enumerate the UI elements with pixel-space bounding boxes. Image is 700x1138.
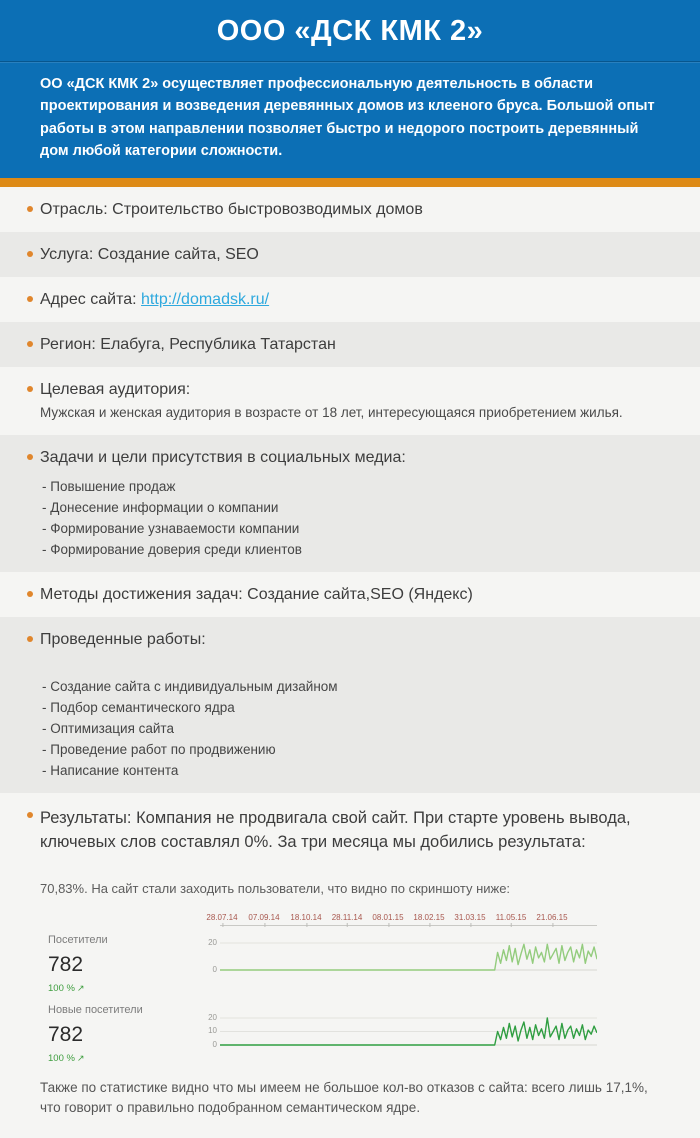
metric-label: Новые посетители (48, 1003, 143, 1016)
axis-tick-label: 18.10.14 (290, 912, 322, 922)
metric-value: 782 (48, 1022, 84, 1046)
section-industry (0, 187, 700, 232)
section-works (0, 617, 700, 793)
y-tick-label: 20 (208, 937, 217, 947)
analytics-screenshot (40, 913, 660, 1064)
bullet-icon (27, 591, 33, 597)
page-header (0, 0, 700, 178)
y-tick-label: 0 (212, 964, 217, 974)
bullet-icon (27, 251, 33, 257)
goals-title: Задачи и цели присутствия в социальных медиа: (40, 448, 406, 466)
bullet-icon (27, 206, 33, 212)
list-item: - Формирование узнаваемости компании (42, 520, 300, 536)
goals-list (40, 476, 660, 560)
list-item: - Проведение работ по продвижению (42, 741, 276, 757)
section-site-address (0, 277, 700, 322)
list-item: - Оптимизация сайта (42, 720, 174, 736)
industry-text: Отрасль: Строительство быстровозводимых домов (40, 200, 423, 218)
results-note: 70,83%. На сайт стали заходить пользователи, что видно по скриншоту ниже: (40, 880, 511, 896)
y-tick-label: 10 (208, 1025, 217, 1035)
visitors-metric-info (40, 934, 220, 994)
site-address-label: Адрес сайта: (40, 290, 142, 308)
visitors-chart (208, 934, 597, 976)
list-item: - Подбор семантического ядра (42, 699, 235, 715)
service-text: Услуга: Создание сайта, SEO (40, 245, 259, 263)
axis-tick-label: 21.06.15 (536, 912, 568, 922)
new-visitors-chart-svg (220, 1004, 597, 1051)
methods-text: Методы достижения задач: Создание сайта,SEO (Яндекс) (40, 585, 473, 603)
bullet-icon (27, 454, 33, 460)
audience-title: Целевая аудитория: (40, 380, 191, 398)
audience-text: Мужская и женская аудитория в возрасте от 18 лет, интересующаяся приобретением жилья. (40, 404, 623, 420)
new-visitors-metric-info (40, 1004, 220, 1064)
list-item: - Формирование доверия среди клиентов (42, 541, 302, 557)
header-description: ОО «ДСК КМК 2» осуществляет профессиональную деятельность в области проектирования и возведения деревянных домов из клееного бруса. Большой опыт работы в этом направлении позволяет быстро и недорого построить деревянный дом любой категории сложности. (40, 76, 655, 160)
y-tick-label: 0 (212, 1039, 217, 1049)
works-list (40, 676, 660, 781)
metric-change: 100 % ↗ (48, 1052, 85, 1064)
bullet-icon (27, 386, 33, 392)
metric-change: 100 % ↗ (48, 982, 85, 994)
bullet-icon (27, 812, 33, 818)
section-audience (0, 367, 700, 435)
trend-up-icon: ↗ (76, 982, 85, 993)
chart-date-axis (206, 912, 597, 926)
list-item: - Донесение информации о компании (42, 499, 279, 515)
metric-value: 782 (48, 952, 84, 976)
visitors-line-series (220, 944, 597, 970)
section-service (0, 232, 700, 277)
region-text: Регион: Елабуга, Республика Татарстан (40, 335, 336, 353)
axis-tick-label: 07.09.14 (248, 912, 280, 922)
section-region (0, 322, 700, 367)
axis-tick-label: 11.05.15 (495, 912, 527, 922)
visitors-chart-svg (220, 934, 597, 976)
bullet-icon (27, 636, 33, 642)
accent-bar (0, 178, 700, 187)
site-link[interactable]: http://domadsk.ru/ (141, 290, 270, 308)
works-title: Проведенные работы: (40, 630, 206, 648)
axis-tick-label: 31.03.15 (454, 912, 486, 922)
trend-up-icon: ↗ (76, 1052, 85, 1063)
metric-label: Посетители (48, 933, 108, 946)
axis-tick-label: 28.11.14 (331, 912, 363, 922)
section-results (0, 793, 700, 1138)
axis-tick-label: 18.02.15 (413, 912, 445, 922)
visitors-metric-row (40, 934, 660, 994)
bullet-icon (27, 296, 33, 302)
list-item: - Написание контента (42, 762, 179, 778)
bullet-icon (27, 341, 33, 347)
section-methods (0, 572, 700, 617)
section-goals (0, 435, 700, 572)
new-visitors-metric-row (40, 1004, 660, 1064)
results-title: Результаты: Компания не продвигала свой сайт. При старте уровень вывода, ключевых слов составлял 0%. За три месяца мы добились результата: (40, 808, 631, 851)
list-item: - Повышение продаж (42, 478, 176, 494)
list-item: - Создание сайта с индивидуальным дизайном (42, 678, 338, 694)
axis-tick-label: 08.01.15 (372, 912, 404, 922)
y-tick-label: 20 (208, 1012, 217, 1022)
new-visitors-chart (208, 1004, 597, 1051)
axis-tick-label: 28.07.14 (206, 912, 238, 922)
bounce-rate-note: Также по статистике видно что мы имеем не большое кол-во отказов с сайта: всего лишь 17,1%, что говорит о правильно подобранном семантическом ядре. (40, 1079, 648, 1115)
page-title: ООО «ДСК КМК 2» (216, 15, 484, 47)
